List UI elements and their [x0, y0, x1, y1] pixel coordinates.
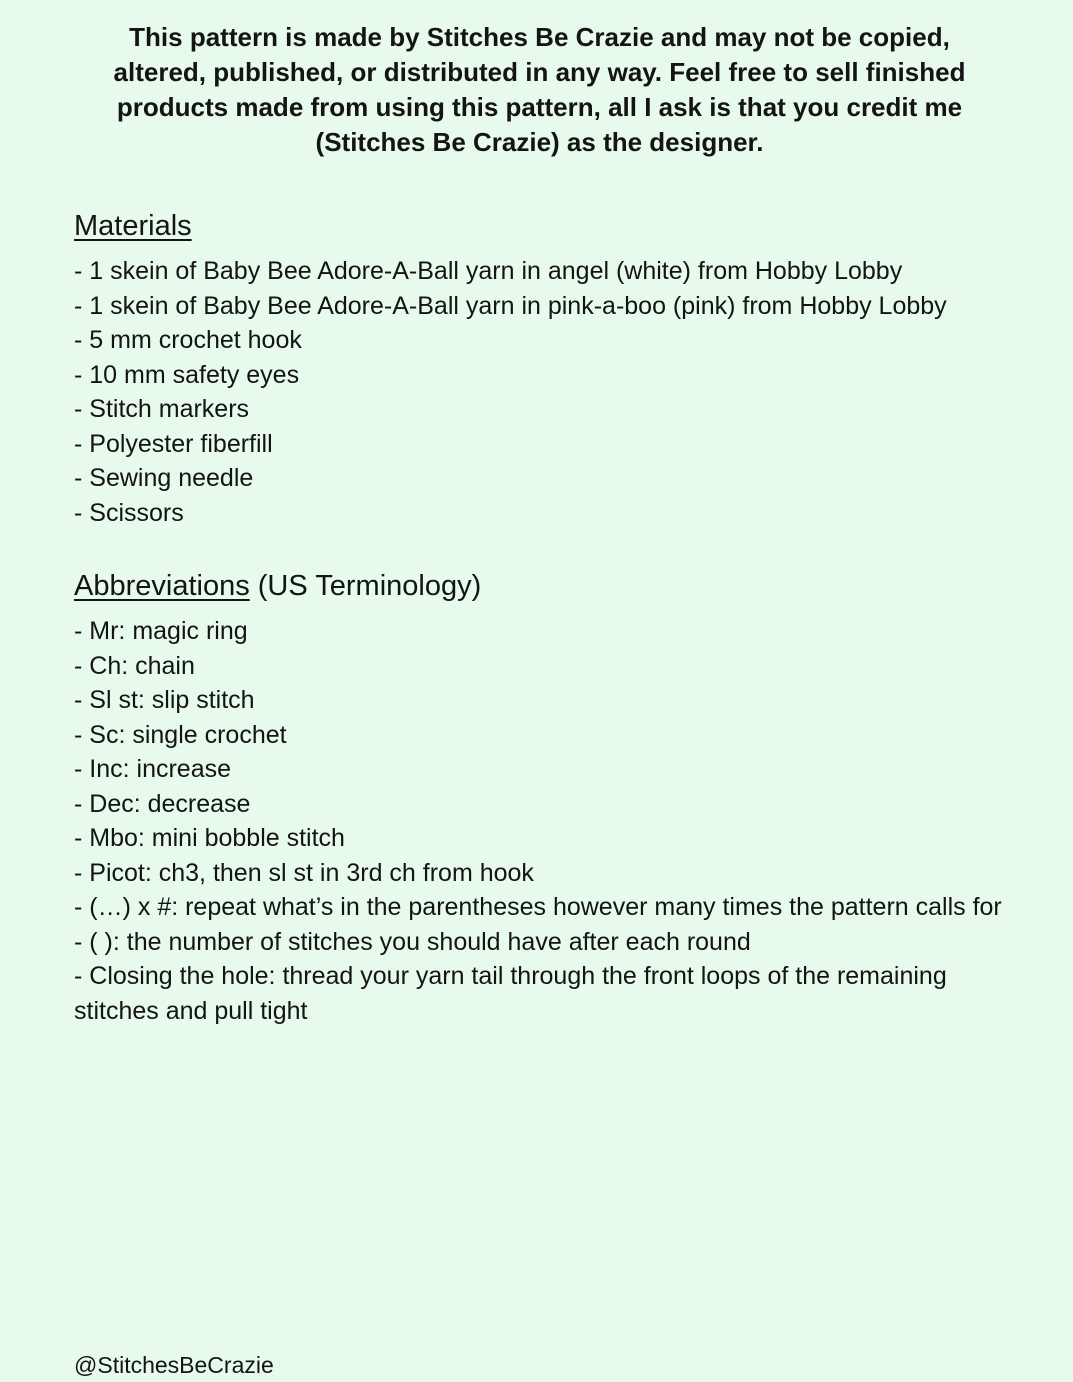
list-item: - Polyester fiberfill	[74, 429, 273, 458]
list-item: - Closing the hole: thread your yarn tail through the front loops of the remaining stitches and pull tight	[74, 962, 947, 1025]
abbreviations-heading-suffix: (US Terminology)	[249, 570, 482, 602]
materials-heading-text: Materials	[74, 210, 192, 242]
materials-section	[74, 206, 1005, 530]
list-item: - Mr: magic ring	[74, 617, 248, 645]
list-item: - 1 skein of Baby Bee Adore-A-Ball yarn in pink-a-boo (pink) from Hobby Lobby	[74, 291, 947, 320]
list-item: - Sewing needle	[74, 464, 254, 492]
list-item: - Sc: single crochet	[74, 720, 287, 749]
abbreviations-heading-text: Abbreviations	[74, 570, 250, 602]
list-item: - 1 skein of Baby Bee Adore-A-Ball yarn in angel (white) from Hobby Lobby	[74, 257, 903, 285]
list-item: - Ch: chain	[74, 651, 195, 680]
list-item: - Scissors	[74, 498, 184, 527]
list-item: - ( ): the number of stitches you should have after each round	[74, 927, 751, 956]
list-item: - Stitch markers	[74, 395, 250, 423]
list-item: - (…) x #: repeat what’s in the parentheses however many times the pattern calls for	[74, 893, 1002, 921]
list-item: - Dec: decrease	[74, 789, 251, 818]
list-item: - 5 mm crochet hook	[74, 326, 302, 354]
list-item: - Sl st: slip stitch	[74, 686, 255, 714]
list-item: - 10 mm safety eyes	[74, 360, 300, 389]
copyright-notice: This pattern is made by Stitches Be Crazie and may not be copied, altered, published, or distributed in any way. Feel free to sell finished products made from using this pattern, all I ask is that you credit me (Stitches Be Crazie) as the designer.	[113, 22, 966, 157]
abbreviations-heading	[74, 566, 1005, 606]
materials-heading	[74, 206, 1005, 246]
list-item: - Mbo: mini bobble stitch	[74, 824, 345, 852]
list-item: - Inc: increase	[74, 755, 232, 783]
list-item: - Picot: ch3, then sl st in 3rd ch from hook	[74, 858, 534, 887]
author-handle: @StitchesBeCrazie	[74, 1352, 274, 1378]
abbreviations-section	[74, 566, 1005, 1028]
